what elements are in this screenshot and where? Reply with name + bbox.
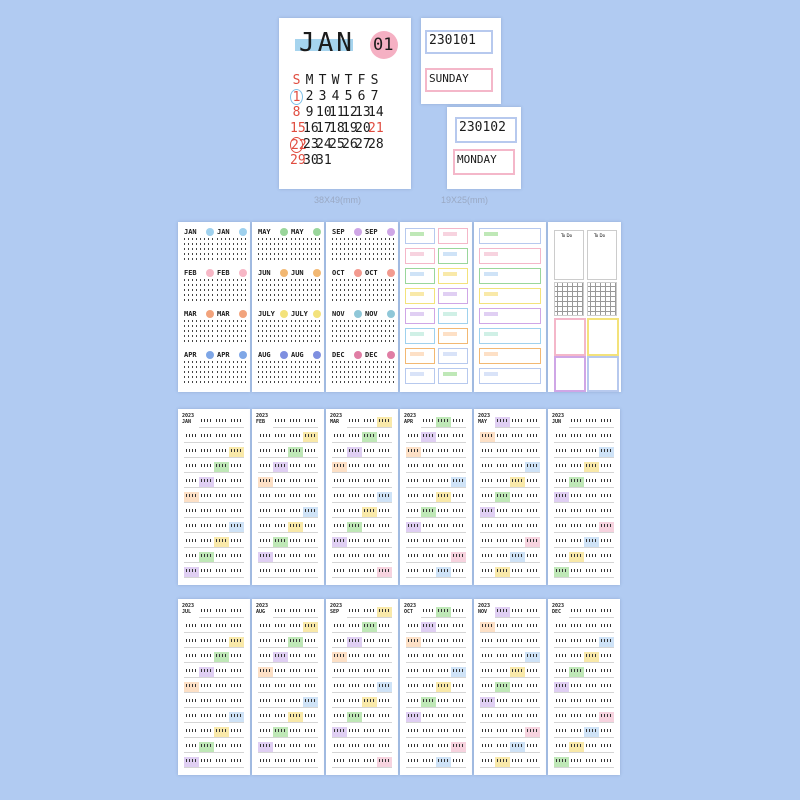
daily-sheet-title: 2023 NOV: [478, 603, 491, 615]
size-label-big: 38X49(mm): [314, 195, 362, 205]
mini-month-name: DEC: [365, 351, 378, 359]
mini-month-oct: [332, 269, 362, 307]
mini-month-dot: [280, 228, 288, 236]
mini-month-apr: [184, 351, 214, 389]
weekday-label: S: [292, 73, 301, 88]
calendar-grid: [290, 73, 384, 169]
calendar-day: 25: [329, 137, 345, 152]
weekday-label: F: [357, 73, 366, 88]
label-sheet-2: [474, 222, 546, 392]
label-frame: [438, 348, 468, 364]
calendar-day: 16: [303, 121, 319, 136]
day-1: SUNDAY: [429, 72, 469, 85]
calendar-day: 6: [357, 89, 366, 104]
big-calendar-sticker: [279, 18, 411, 189]
calendar-day: [355, 153, 368, 169]
todo-box-1: [554, 230, 584, 280]
label-frame: [438, 368, 468, 384]
calendar-day: 29: [290, 153, 306, 168]
mini-month-jun: [291, 269, 321, 307]
mini-month-dot: [239, 351, 247, 359]
mini-month-name: AUG: [258, 351, 271, 359]
mini-month-dot: [239, 228, 247, 236]
mini-month-name: JAN: [217, 228, 230, 236]
mini-month-name: MAR: [184, 310, 197, 318]
calendar-day: 28: [368, 137, 384, 152]
weekday-label: M: [305, 73, 314, 88]
calendar-day: 2: [305, 89, 314, 104]
mini-month-dot: [313, 310, 321, 318]
calendar-day: 7: [370, 89, 379, 104]
month-sheet-1: [178, 222, 250, 392]
daily-sheet: [326, 599, 398, 775]
mini-month-july: [291, 310, 321, 348]
mini-month-aug: [291, 351, 321, 389]
mini-month-name: JAN: [184, 228, 197, 236]
calendar-day: [329, 153, 342, 169]
calendar-day: 20: [355, 121, 371, 136]
mini-month-name: MAR: [217, 310, 230, 318]
weekday-label: T: [318, 73, 327, 88]
todo-box-2: [587, 230, 617, 280]
calendar-day: 8: [292, 105, 301, 120]
frame-pink-1: [554, 318, 586, 356]
daily-sheet-title: 2023 MAR: [330, 413, 343, 425]
daily-sheet-title: 2023 JAN: [182, 413, 195, 425]
daily-sheet-title: 2023 AUG: [256, 603, 269, 615]
frame-yellow: [587, 318, 619, 356]
size-label-small: 19X25(mm): [441, 195, 489, 205]
date-card-monday: [447, 107, 521, 189]
daily-sheet-title: 2023 APR: [404, 413, 417, 425]
mini-month-dot: [387, 351, 395, 359]
mini-month-oct: [365, 269, 395, 307]
date-card-sunday: [421, 18, 501, 104]
mini-month-dec: [332, 351, 362, 389]
calendar-day: 3: [318, 89, 327, 104]
mini-month-name: MAY: [291, 228, 304, 236]
label-frame: [479, 248, 541, 264]
label-frame: [405, 228, 435, 244]
label-frame: [479, 228, 541, 244]
mini-month-nov: [332, 310, 362, 348]
todo-label-1: To Do: [561, 233, 573, 238]
day-2: MONDAY: [457, 153, 497, 166]
mini-month-dot: [280, 351, 288, 359]
mini-month-dot: [206, 228, 214, 236]
label-frame: [438, 308, 468, 324]
mini-month-name: AUG: [291, 351, 304, 359]
calendar-day: 10: [316, 105, 332, 120]
grid-box-2: [587, 282, 617, 316]
label-frame: [405, 328, 435, 344]
frame-blue: [587, 356, 619, 392]
label-frame: [479, 348, 541, 364]
mini-month-jan: [184, 228, 214, 266]
mini-month-dot: [280, 310, 288, 318]
daily-sheet-title: 2023 JUL: [182, 603, 195, 615]
calendar-day: 14: [368, 105, 384, 120]
label-frame: [405, 368, 435, 384]
label-frame: [438, 288, 468, 304]
label-frame: [479, 328, 541, 344]
mini-month-feb: [217, 269, 247, 307]
daily-sheet: [326, 409, 398, 585]
calendar-day: 11: [329, 105, 345, 120]
label-frame: [438, 268, 468, 284]
label-frame: [438, 228, 468, 244]
mini-month-name: JULY: [291, 310, 308, 318]
label-frame: [438, 248, 468, 264]
month-sheet-3: [326, 222, 398, 392]
mini-month-may: [291, 228, 321, 266]
calendar-day: 19: [342, 121, 358, 136]
calendar-day: 4: [331, 89, 340, 104]
mini-month-name: SEP: [332, 228, 345, 236]
mini-month-name: FEB: [184, 269, 197, 277]
mini-month-apr: [217, 351, 247, 389]
mini-month-name: APR: [184, 351, 197, 359]
mini-month-dot: [387, 310, 395, 318]
calendar-day: 24: [316, 137, 332, 152]
mini-month-name: NOV: [332, 310, 345, 318]
month-title: JAN: [299, 28, 355, 58]
mini-month-mar: [217, 310, 247, 348]
mini-month-dot: [313, 269, 321, 277]
daily-sheet: [178, 409, 250, 585]
label-frame: [479, 308, 541, 324]
label-frame: [405, 308, 435, 324]
calendar-day: 5: [344, 89, 353, 104]
calendar-day: 27: [355, 137, 371, 152]
mini-month-dot: [387, 228, 395, 236]
label-sheet-1: [400, 222, 472, 392]
daily-sheet: [252, 409, 324, 585]
weekday-label: T: [344, 73, 353, 88]
calendar-day: [368, 153, 381, 169]
calendar-day: 22: [291, 138, 307, 153]
daily-sheet-title: 2023 DEC: [552, 603, 565, 615]
frame-purple: [554, 356, 586, 392]
daily-sheet-title: 2023 MAY: [478, 413, 491, 425]
calendar-day: 12: [342, 105, 358, 120]
mini-month-dot: [387, 269, 395, 277]
mini-month-name: JUN: [291, 269, 304, 277]
mini-month-dot: [206, 310, 214, 318]
daily-sheet: [178, 599, 250, 775]
mini-month-dot: [280, 269, 288, 277]
label-frame: [479, 368, 541, 384]
mini-month-name: APR: [217, 351, 230, 359]
mini-month-dot: [313, 228, 321, 236]
mini-month-may: [258, 228, 288, 266]
calendar-day: 17: [316, 121, 332, 136]
mini-month-dot: [354, 310, 362, 318]
calendar-day: 23: [303, 137, 319, 152]
mini-month-sep: [365, 228, 395, 266]
mini-month-nov: [365, 310, 395, 348]
daily-sheet: [474, 599, 546, 775]
calendar-day: 9: [305, 105, 314, 120]
mini-month-dot: [206, 351, 214, 359]
mini-month-sep: [332, 228, 362, 266]
calendar-day: 1: [290, 89, 303, 105]
mini-month-name: NOV: [365, 310, 378, 318]
mini-month-jun: [258, 269, 288, 307]
mini-month-dec: [365, 351, 395, 389]
mini-month-dot: [354, 269, 362, 277]
mini-month-name: JULY: [258, 310, 275, 318]
mini-month-dot: [239, 310, 247, 318]
calendar-day: 21: [368, 121, 384, 136]
mini-month-jan: [217, 228, 247, 266]
mini-month-dot: [206, 269, 214, 277]
mini-month-dot: [354, 228, 362, 236]
calendar-day: [342, 153, 355, 169]
todo-sheet: [548, 222, 621, 392]
month-number: 01: [373, 35, 394, 55]
date-1: 230101: [429, 33, 476, 48]
label-frame: [479, 268, 541, 284]
label-frame: [405, 288, 435, 304]
label-frame: [438, 328, 468, 344]
calendar-day: 26: [342, 137, 358, 152]
mini-month-dot: [239, 269, 247, 277]
mini-month-aug: [258, 351, 288, 389]
label-frame: [405, 268, 435, 284]
daily-sheet-title: 2023 FEB: [256, 413, 269, 425]
label-frame: [405, 348, 435, 364]
mini-month-name: OCT: [365, 269, 378, 277]
mini-month-mar: [184, 310, 214, 348]
mini-month-dot: [354, 351, 362, 359]
daily-sheet: [400, 599, 472, 775]
weekday-label: S: [370, 73, 379, 88]
daily-sheet: [474, 409, 546, 585]
mini-month-name: FEB: [217, 269, 230, 277]
calendar-day: 30: [303, 153, 319, 168]
grid-box-1: [554, 282, 584, 316]
daily-sheet-title: 2023 SEP: [330, 603, 343, 615]
calendar-day: 18: [329, 121, 345, 136]
mini-month-july: [258, 310, 288, 348]
mini-month-name: JUN: [258, 269, 271, 277]
month-sheet-2: [252, 222, 324, 392]
mini-month-name: MAY: [258, 228, 271, 236]
todo-label-2: To Do: [594, 233, 606, 238]
mini-month-name: DEC: [332, 351, 345, 359]
calendar-day: 13: [355, 105, 371, 120]
mini-month-name: OCT: [332, 269, 345, 277]
daily-sheet-title: 2023 JUN: [552, 413, 565, 425]
mini-month-dot: [313, 351, 321, 359]
daily-sheet-title: 2023 OCT: [404, 603, 417, 615]
daily-sheet: [400, 409, 472, 585]
calendar-day: 31: [316, 153, 332, 168]
daily-sheet: [548, 409, 620, 585]
label-frame: [479, 288, 541, 304]
weekday-label: W: [331, 73, 340, 88]
daily-sheet: [252, 599, 324, 775]
mini-month-name: SEP: [365, 228, 378, 236]
calendar-day: 15: [290, 121, 306, 136]
label-frame: [405, 248, 435, 264]
date-2: 230102: [459, 120, 506, 135]
mini-month-feb: [184, 269, 214, 307]
daily-sheet: [548, 599, 620, 775]
